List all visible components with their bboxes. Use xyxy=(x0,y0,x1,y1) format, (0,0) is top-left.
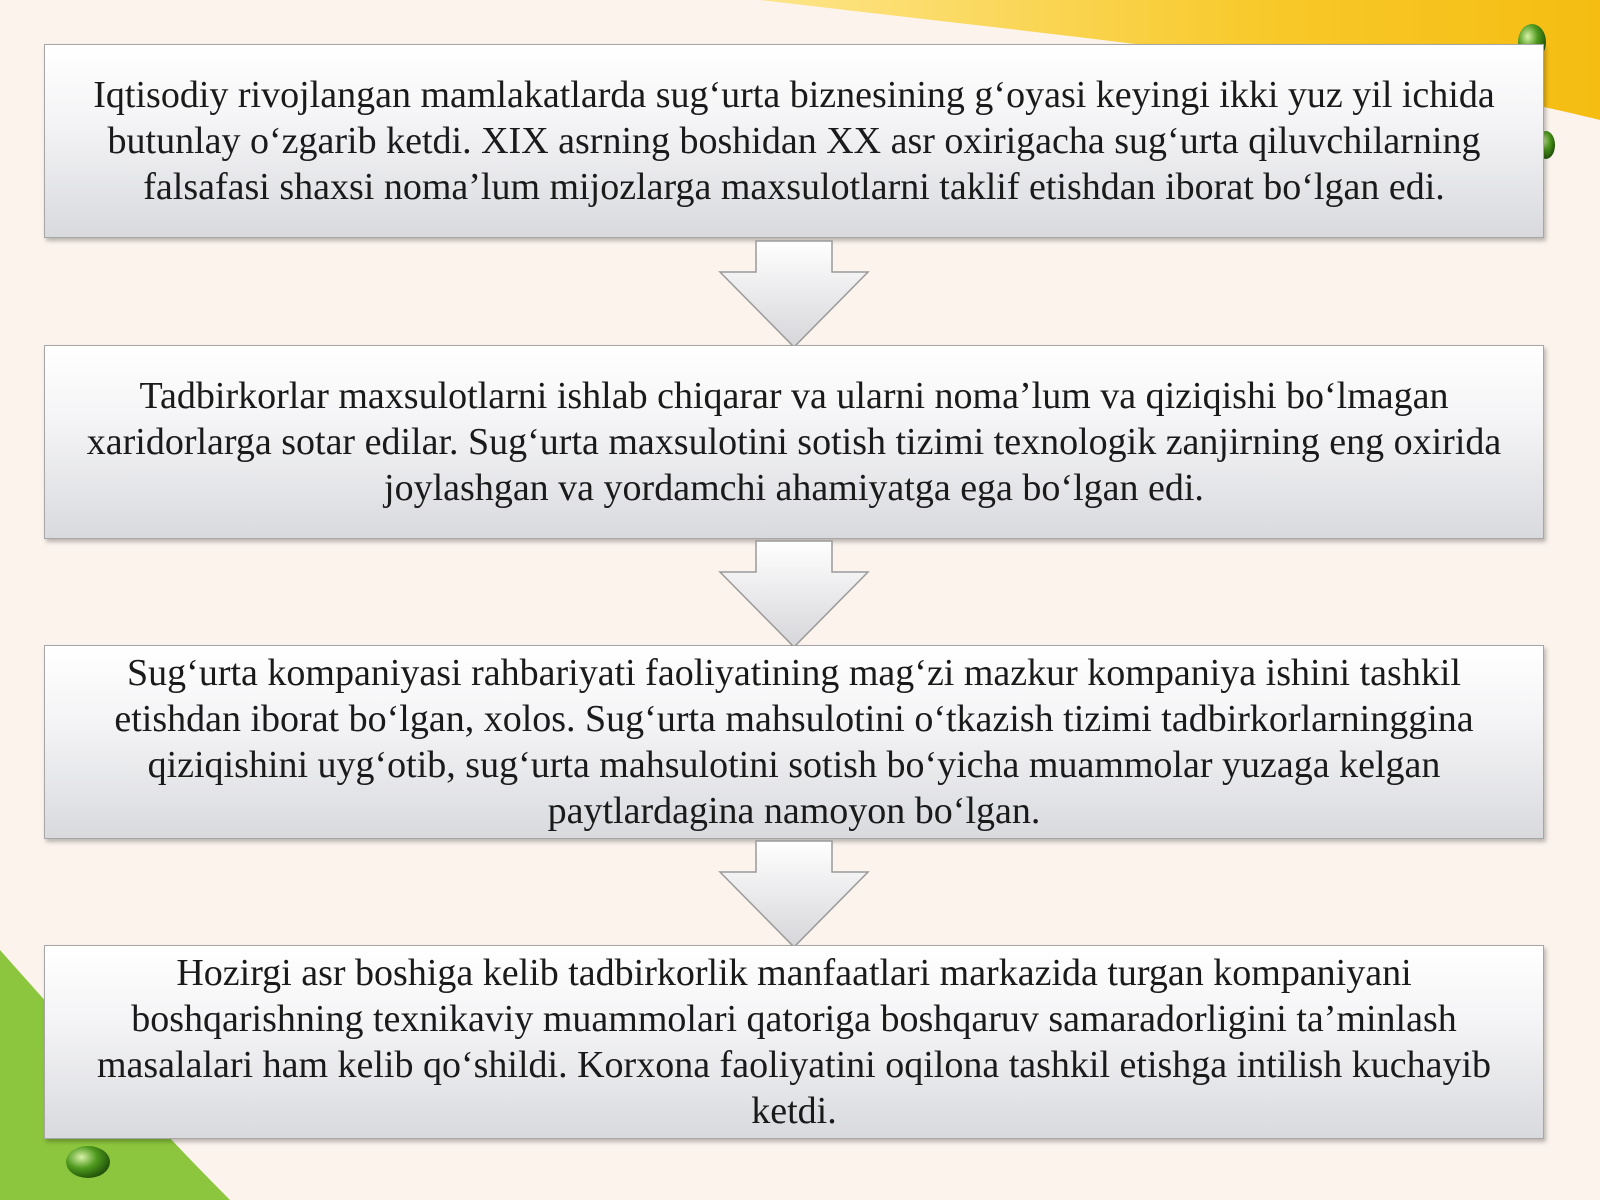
down-arrow-icon xyxy=(718,240,870,350)
flow-box-1 xyxy=(44,44,1544,238)
flow-box-2-text: Tadbirkorlar maxsulotlarni ishlab chiqarar va ularni noma’lum va qiziqishi bo‘lmagan xaridorlarga sotar edilar. Sug‘urta maxsulotini sotish tizimi texnologik zanjirning eng oxirida joylashgan va yordamchi ahamiyatga ega bo‘lgan edi. xyxy=(86,375,1502,509)
down-arrow-icon xyxy=(718,840,870,950)
down-arrow-icon xyxy=(718,540,870,650)
flow-box-4-text: Hozirgi asr boshiga kelib tadbirkorlik manfaatlari markazida turgan kompaniyani boshqarishning texnikaviy muammolari qatoriga boshqaruv samaradorligini ta’minlash masalalari ham kelib qo‘shildi. Korxona faoliyatini oqilona tashkil etishga intilish kuchayib ketdi. xyxy=(96,952,1492,1132)
flow-box-4 xyxy=(44,945,1544,1139)
flow-box-3-text: Sug‘urta kompaniyasi rahbariyati faoliyatining mag‘zi mazkur kompaniya ishini tashkil etishdan iborat bo‘lgan, xolos. Sug‘urta mahsulotini o‘tkazish tizimi tadbirkorlarninggina qiziqishini uyg‘otib, sug‘urta mahsulotini sotish bo‘yicha muammolar yuzaga kelgan paytlardagina namoyon bo‘lgan. xyxy=(114,652,1474,832)
green-droplet-bottom xyxy=(66,1146,110,1178)
flow-box-2 xyxy=(44,345,1544,539)
flow-box-3 xyxy=(44,645,1544,839)
flow-box-1-text: Iqtisodiy rivojlangan mamlakatlarda sug‘urta biznesining g‘oyasi keyingi ikki yuz yil ichida butunlay o‘zgarib ketdi. XIX asrning boshidan XX asr oxirigacha sug‘urta qiluvchilarning falsafasi shaxsi noma’lum mijozlarga maxsulotlarni taklif etishdan iborat bo‘lgan edi. xyxy=(93,74,1495,208)
